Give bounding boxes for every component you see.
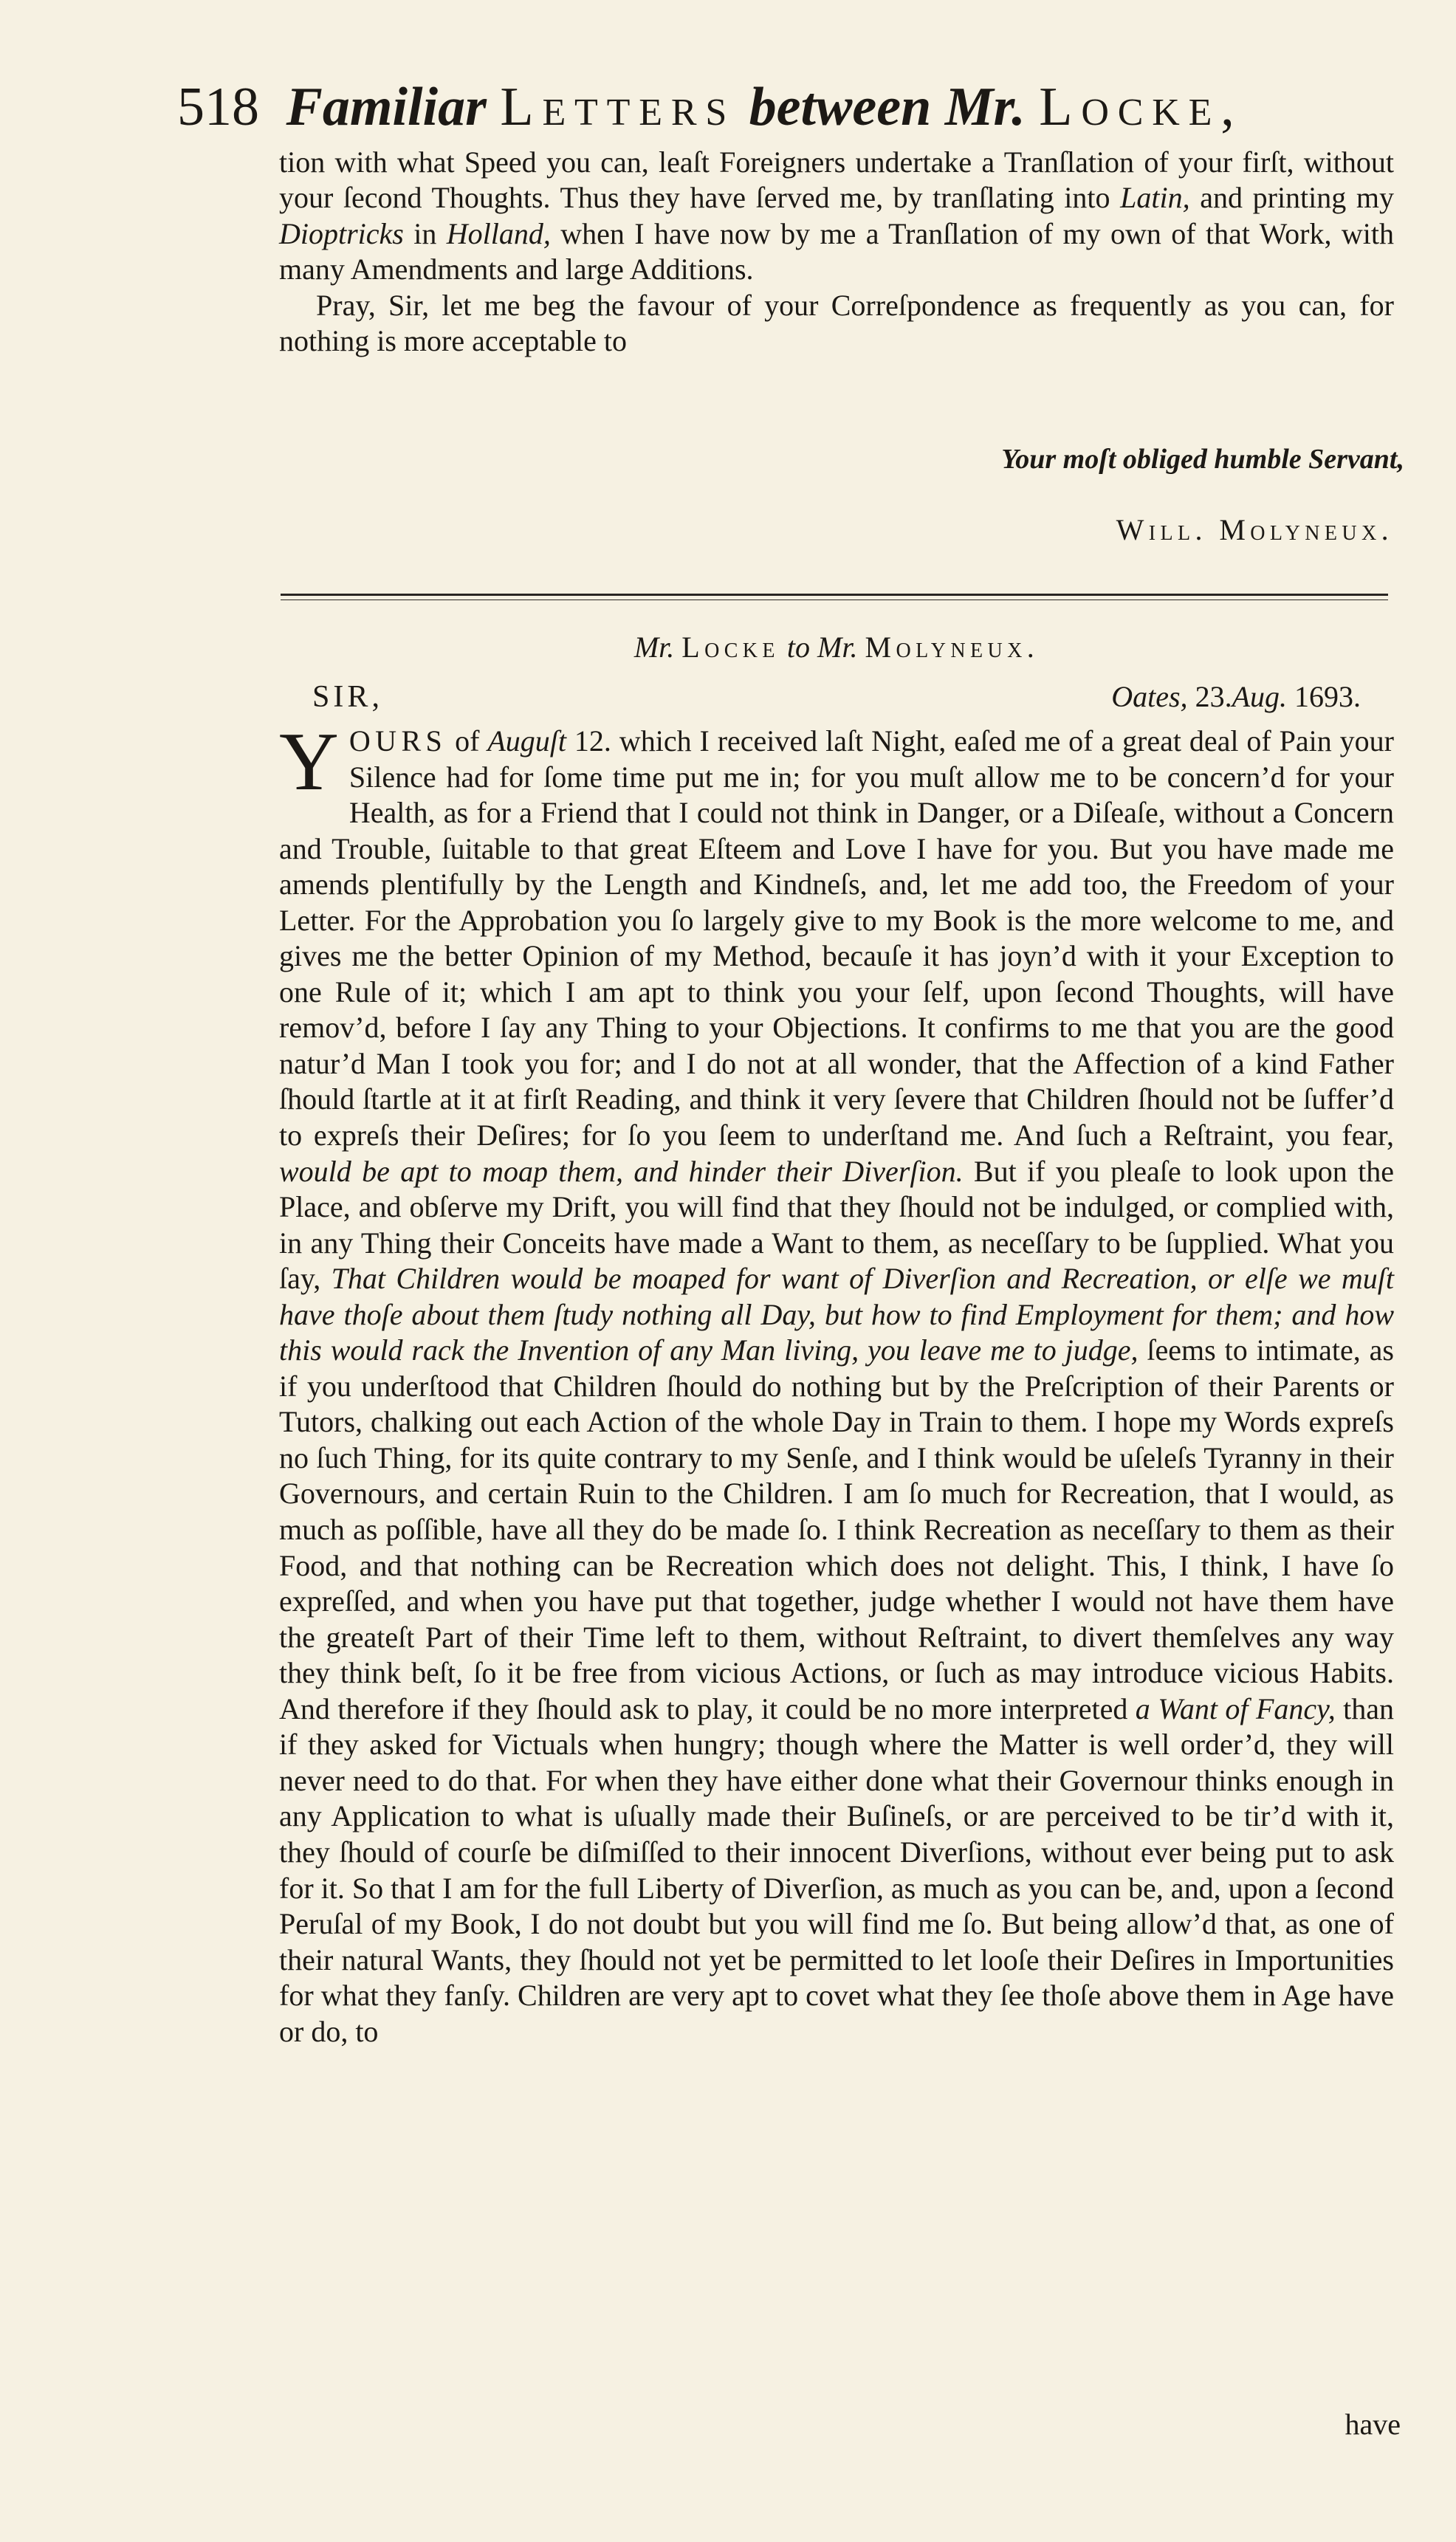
previous-letter-paragraph-1: tion with what Speed you can, leaſt Foreigners undertake a Tranſlation of your firſt, without your ſecond Thoughts. Thus they have ſerved me, by tranſlating into Latin, and printing my Dioptricks in Holland, when I have now by me a Tranſlation of my own of that Work, with many Amendments and large Additions. (279, 145, 1395, 286)
header-title-part2: Letters (500, 77, 736, 137)
letter-body (279, 716, 1395, 2050)
salutation-row (279, 679, 1394, 715)
previous-letter-paragraph-2: Pray, Sir, let me beg the favour of your Correſpondence as frequently as you can, for nothing is more acceptable to (279, 288, 1394, 358)
section-divider (281, 594, 1388, 596)
letter-body-paragraph: Y OURS of Auguſt 12. which I received laſt Night, eaſed me of a great deal of Pain your Silence had for ſome time put me in; for you muſt allow me to be concern’d for your Health, as for a Friend that I could not think in Danger, or a Diſeaſe, without a Concern and Trouble, ſuitable to that great Eſteem and Love I have for you. But you have made me amends plentifully by the Length and Kindneſs, and, let me add too, the Freedom of your Letter. For the Approbation you ſo largely give to my Book is the more welcome to me, and gives me the better Opinion of my Method, becauſe it has joyn’d with it your Exception to one Rule of it; which I am apt to think you your ſelf, upon ſecond Thoughts, will have remov’d, before I ſay any Thing to your Objections. It confirms to me that you are the good natur’d Man I took you for; and I do not at all wonder, that the Affection of a kind Father ſhould ſtartle at it at firſt Reading, and think it very ſevere that Children ſhould not be ſuffer’d to expreſs their Deſires; for ſo you ſeem to underſtand me. And ſuch a Reſtraint, you fear, would be apt to moap them, and hinder their Diverſion. But if you pleaſe to look upon the Place, and obſerve my Drift, you will find that they ſhould not be indulged, or complied with, in any Thing their Conceits have made a Want to them, as neceſſary to be ſupplied. What you ſay, That Children would be moaped for want of Diverſion and Recreation, or elſe we muſt have thoſe about them ſtudy nothing all Day, but how to find Employment for them; and how this would rack the Invention of any Man living, you leave me to judge, ſeems to intimate, as if you underſtood that Children ſhould do nothing but by the Preſcription of their Parents or Tutors, chalking out each Action of the whole Day in Train to them. I hope my Words expreſs no ſuch Thing, for its quite contrary to my Senſe, and I think would be uſeleſs Tyranny in their Governours, and certain Ruin to the Children. I am ſo much for Recreation, that I would, as much as poſſible, have all they do be made ſo. I think Recreation as neceſſary to them as their Food, and that nothing can be Recreation which does not delight. This, I think, I have ſo expreſſed, and when you have put that together, judge whether I would not have them have the greateſt Part of their Time left to them, without Reſtraint, to divert themſelves any way they think beſt, ſo it be free from vicious Actions, or ſuch as may introduce vicious Habits. And therefore if they ſhould ask to play, it could be no more interpreted a Want of Fancy, than if they asked for Victuals when hungry; though where the Matter is well order’d, they will never need to do that. For when they have either done what their Governour thinks enough in any Application to what is uſually made their Buſineſs, or are perceived to be tir’d with it, they ſhould of courſe be diſmiſſed to their innocent Diverſions, without ever being put to ask for it. So that I am for the full Liberty of Diverſion, as much as you can be, and, upon a ſecond Peruſal of my Book, I do not doubt but you will find me ſo. But being allow’d that, as one of their natural Wants, they ſhould not yet be permitted to let looſe their Deſires in Importunities for what they fanſy. Children are very apt to covet what they ſee thoſe above them in Age have or do, to (279, 716, 1395, 2048)
page-number: 518 (177, 77, 259, 137)
salutation: SIR, (312, 680, 384, 714)
catchword: have (1345, 2408, 1401, 2441)
header-title-part1: Familiar (286, 77, 487, 137)
drop-cap: Y (279, 716, 339, 808)
date-line: Oates, 23.Aug. 1693. (1111, 680, 1361, 713)
letter-heading: Mr. Locke to Mr. Molyneux. (633, 631, 1040, 664)
previous-letter-ending (279, 145, 1394, 359)
running-header (177, 74, 1388, 140)
signature: Will. Molyneux. (1116, 513, 1393, 546)
header-title-part3: between Mr. (749, 77, 1026, 137)
closing-salutation: Your moſt obliged humble Servant, (1001, 444, 1404, 475)
header-title-part4: Locke, (1039, 77, 1243, 137)
